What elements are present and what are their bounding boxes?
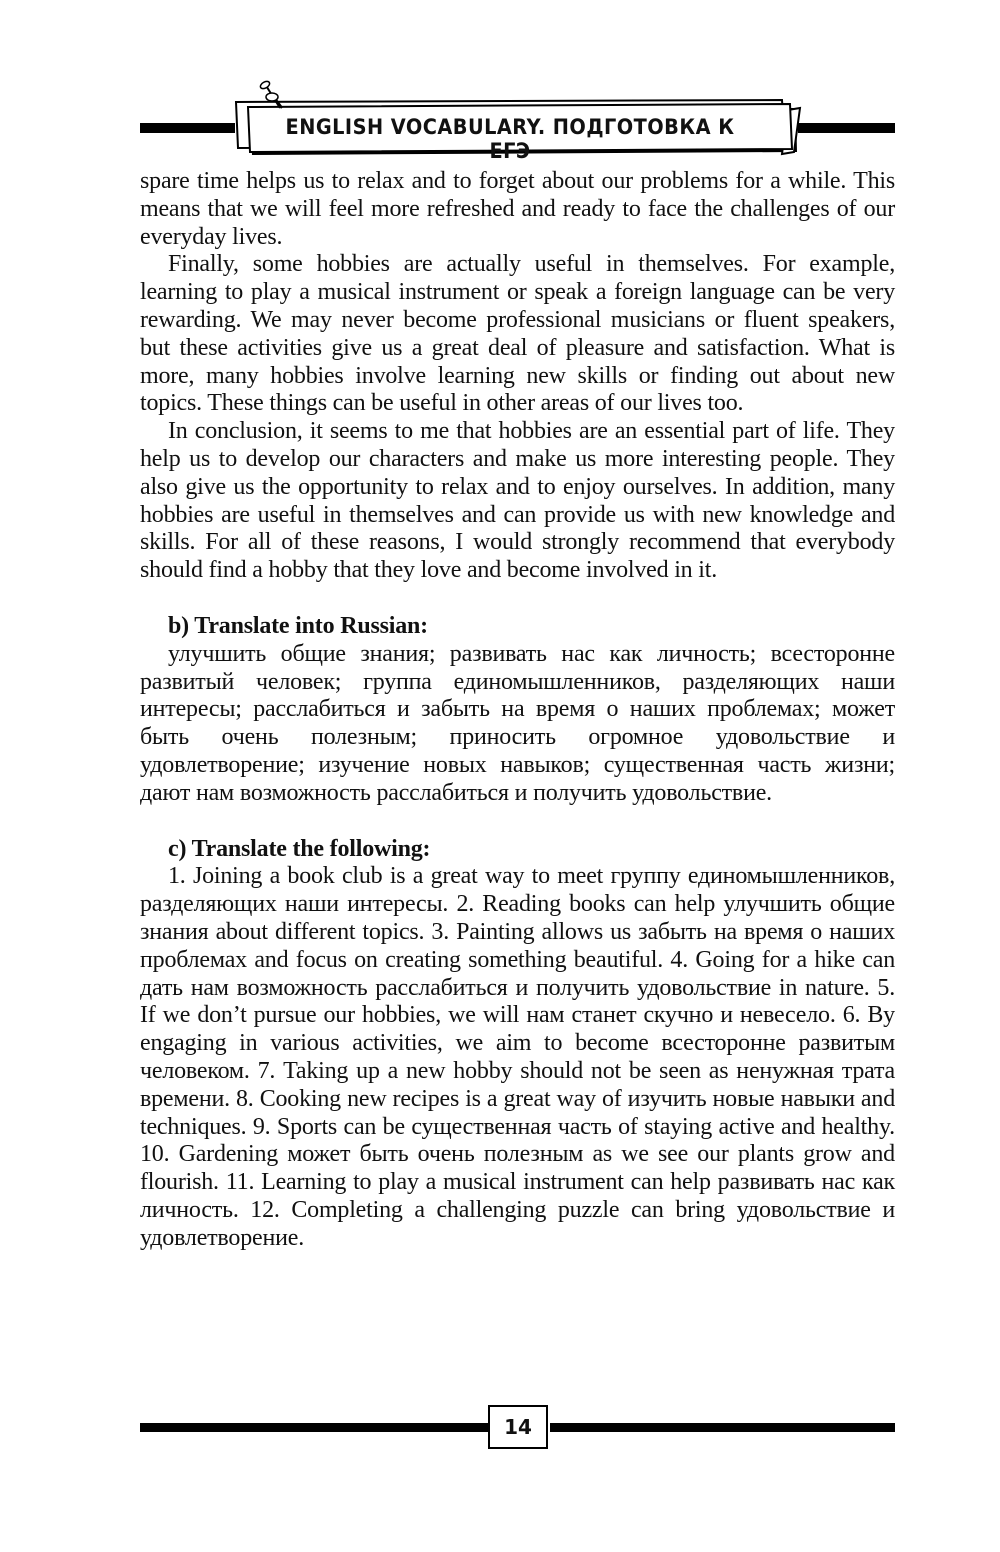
footer-rule-right [550,1423,895,1432]
header-title: ENGLISH VOCABULARY. ПОДГОТОВКА К ЕГЭ [285,115,735,163]
section-c-text: 1. Joining a book club is a great way to meet группу единомышленников, разделяющих наши интересы. 2. Reading books can help улучшить общие знания about different topics. 3. Painting allows us забыть на время о наших проблемах and focus on creating something beautiful. 4. Going for a hike can дать нам возможность расслабиться и получить удовольствие in nature. 5. If we don’t pursue our hobbies, we will нам станет скучно и невесело. 6. By engaging in various activities, we aim to become всесторонне развитым человеком. 7. Taking up a new hobby should not be seen as ненужная трата времени. 8. Cooking new recipes is a great way of изучить новые навыки and techniques. 9. Sports can be существенная часть of staying active and healthy. 10. Gardening может быть очень полезным as we see our plants grow and flourish. 11. Learning to play a musical instrument can help развивать нас как личность. 12. Completing a challenging puzzle can bring удовольствие и удовлетворение. [140,863,895,1251]
section-c-heading: c) Translate the following: [168,835,431,862]
paragraph-continued: spare time helps us to relax and to forget about our problems for a while. This means that we will feel more refreshed and ready to face the challenges of our everyday lives. [140,168,895,250]
paragraph-conclusion: In conclusion, it seems to me that hobbies are an essential part of life. They help us to develop our characters and make us more interesting people. They also give us the opportunity to relax and to enjoy ourselves. In addition, many hobbies are useful in themselves and can provide us with new knowledge and skills. For all of these reasons, I would strongly recommend that everybody should find a hobby that they love and become involved in it. [140,418,895,584]
running-header [0,70,1000,170]
paragraph: Finally, some hobbies are actually useful in themselves. For example, learning to play a musical instrument or speak a foreign language can be very rewarding. We may never become professional musicians or fluent speakers, but these activities give us a great deal of pleasure and satisfaction. What is more, many hobbies involve learning new skills or finding out about new topics. These things can be useful in other areas of our lives too. [140,251,895,417]
section-b-text: улучшить общие знания; развивать нас как личность; всесторонне развитый человек; группа единомышленников, разделяющих наши интересы; расслабиться и забыть на время о наших проблемах; может быть очень полезным; приносить огромное удовольствие и удовлетворение; изучение новых навыков; существенная часть жизни; дают нам возможность расслабиться и получить удовольствие. [140,640,895,806]
footer-rule-left [140,1423,488,1432]
page-body [140,168,895,1252]
section-b-heading: b) Translate into Russian: [168,612,428,639]
page-number: 14 [488,1405,548,1449]
page-footer [0,1395,1000,1455]
